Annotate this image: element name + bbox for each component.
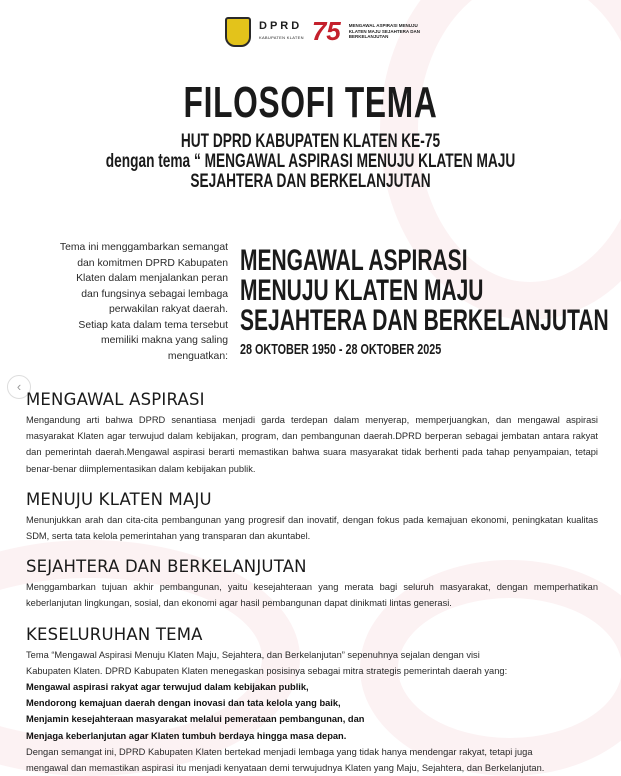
section-body [26, 647, 598, 776]
intro-line: memiliki makna yang saling [100, 335, 228, 346]
anniversary-dates: 28 OKTOBER 1950 - 28 OKTOBER 2025 [240, 341, 442, 358]
dprd-logo [259, 21, 304, 43]
theme-line: SEJAHTERA DAN BERKELANJUTAN [240, 304, 609, 337]
subtitle-line: HUT DPRD KABUPATEN KLATEN KE-75 [180, 131, 441, 152]
body-line: Kabupaten Klaten. DPRD Kabupaten Klaten menegaskan posisinya sebagai mitra strategis pemerintah daerah yang: [26, 665, 508, 676]
body-line: mengawal dan memastikan aspirasi itu menjadi kenyataan demi terwujudnya Klaten yang Maju, Sejahtera, dan Berkelanjutan. [26, 763, 545, 774]
anniversary-75-logo: 75 [311, 16, 341, 46]
subtitle-line: SEJAHTERA DAN BERKELANJUTAN [190, 171, 431, 192]
section [26, 490, 598, 544]
intro-line: dan fungsinya sebagai lembaga [81, 288, 228, 300]
bold-point: Mengawal aspirasi rakyat agar terwujud dalam kebijakan publik, [26, 682, 309, 693]
section [26, 557, 598, 611]
section [26, 390, 598, 477]
carousel-prev-button[interactable]: ‹ [7, 375, 31, 399]
bold-point: Menjamin kesejahteraan masyarakat melalui pemerataan pembangunan, dan [26, 714, 365, 725]
body-line: Dengan semangat ini, DPRD Kabupaten Klaten bertekad menjadi lembaga yang tidak hanya mendengar rakyat, tetapi juga [26, 746, 533, 757]
intro-paragraph [40, 240, 228, 364]
sections [26, 390, 598, 776]
theme-line: MENGAWAL ASPIRASI [240, 244, 468, 277]
intro-line: dan komitmen DPRD Kabupaten [77, 257, 228, 269]
header-logos [225, 16, 429, 47]
section-heading: MENGAWAL ASPIRASI [26, 390, 205, 409]
bold-point: Mendorong kemajuan daerah dengan inovasi dan tata kelola yang baik, [26, 698, 341, 709]
bold-point: Menjaga keberlanjutan agar Klaten tumbuh berdaya hingga masa depan. [26, 730, 347, 741]
intro-line: Klaten dalam menjalankan peran [76, 273, 228, 284]
klaten-crest-icon [225, 17, 251, 47]
section-body: Mengandung arti bahwa DPRD senantiasa menjadi garda terdepan dalam menyerap, memperjuangkan, dan mengawal aspirasi masyarakat Klaten agar terwujud dalam kebijakan, program, dan pembangunan daerah.DPRD berperan sebagai jembatan antara rakyat dan pemerintah daerah.Mengawal aspirasi berarti memastikan bahwa suara masyarakat tidak berhenti pada tahap penyampaian, tetapi benar-benar diimplementasikan dalam kebijakan publik. [26, 415, 598, 474]
section-heading: KESELURUHAN TEMA [26, 624, 203, 644]
dprd-subtext: KABUPATEN KLATEN [259, 34, 304, 40]
section-body: Menggambarkan tujuan akhir pembangunan, yaitu kesejahteraan yang merata bagi seluruh masyarakat, dengan memperhatikan keberlanjutan lingkungan, sosial, dan ekonomi agar hasil pembangunan dapat dinikmati lintas generasi. [26, 582, 598, 609]
body-line: Tema “Mengawal Aspirasi Menuju Klaten Maju, Sejahtera, dan Berkelanjutan” sepenuhnya sejalan dengan visi [26, 649, 480, 660]
intro-line: Setiap kata dalam tema tersebut [78, 319, 228, 331]
section-heading: MENUJU KLATEN MAJU [26, 489, 212, 509]
anniversary-logo-text: MENGAWAL ASPIRASI MENUJU KLATEN MAJU SEJAHTERA DAN BERKELANJUTAN [348, 23, 420, 40]
subtitle-line: dengan tema “ MENGAWAL ASPIRASI MENUJU KLATEN MAJU [105, 151, 516, 172]
section [26, 625, 598, 776]
intro-line: Tema ini menggambarkan semangat [59, 242, 228, 253]
section-heading: SEJAHTERA DAN BERKELANJUTAN [26, 557, 307, 577]
intro-line: perwakilan rakyat daerah. [109, 304, 228, 315]
intro-line: menguatkan: [167, 350, 228, 362]
theme-line: MENUJU KLATEN MAJU [240, 274, 484, 307]
dprd-text: DPRD [259, 19, 303, 32]
section-body: Menunjukkan arah dan cita-cita pembangunan yang progresif dan inovatif, dengan fokus pada kemajuan ekonomi, peningkatan kualitas SDM, serta tata kelola pemerintahan yang transparan dan akuntabel. [26, 514, 598, 542]
page-title: FILOSOFI TEMA [183, 78, 438, 127]
